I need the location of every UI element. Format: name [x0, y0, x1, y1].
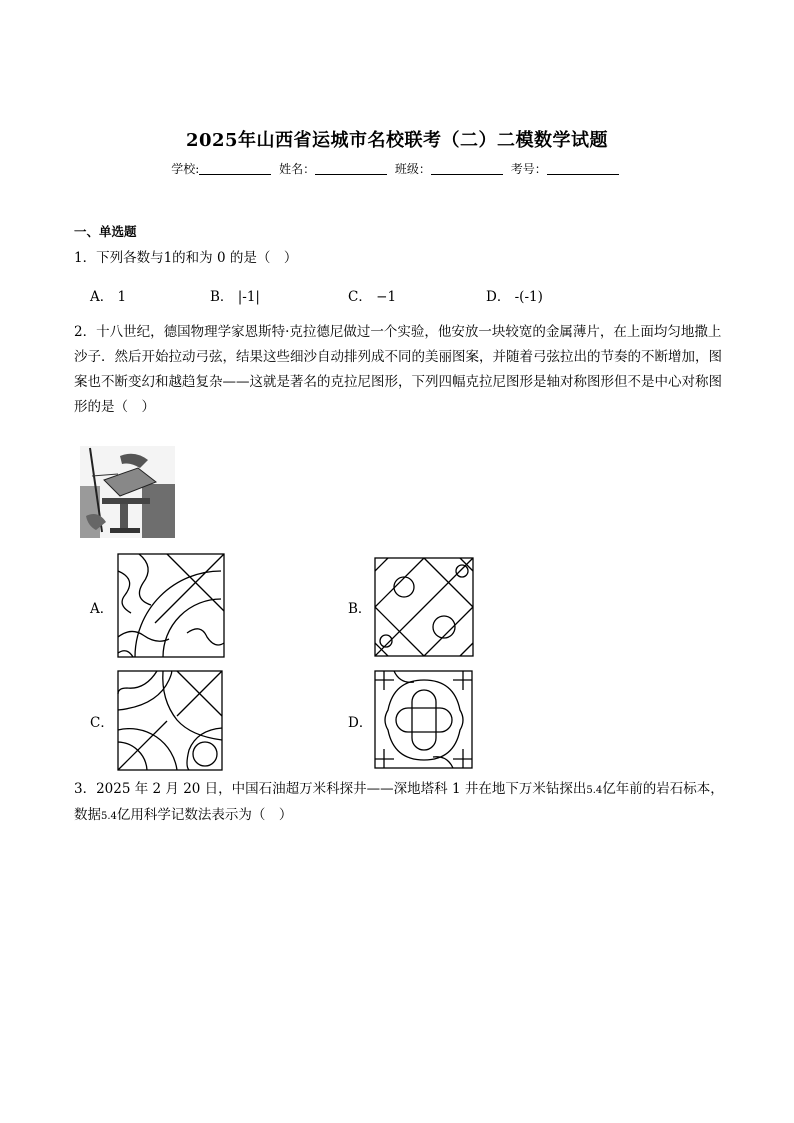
student-info-line [0, 160, 794, 177]
q1-option-b-value: |-1| [237, 289, 260, 305]
chladni-experiment-photo [80, 446, 175, 538]
chladni-figure-d [374, 670, 473, 769]
exam-no-label: 考号： [510, 162, 547, 176]
school-label: 学校: [171, 162, 200, 176]
chladni-figure-a [117, 553, 225, 658]
q1-option-c [348, 285, 396, 305]
chladni-figure-c [117, 670, 223, 771]
q1-option-a-label: A． [90, 289, 114, 305]
q2-option-d-label: D． [348, 715, 373, 731]
q1-option-b [210, 285, 260, 305]
class-blank[interactable] [431, 162, 503, 175]
q3-text-after: 亿用科学记数法表示为（ ） [116, 807, 293, 823]
page-title: 2025年山西省运城市名校联考（二）二模数学试题 [185, 130, 609, 151]
q2-option-a-label: A． [90, 601, 114, 617]
q1-option-a [90, 285, 126, 305]
q1-option-d [486, 285, 543, 305]
question-2-text: 2．十八世纪，德国物理学家恩斯特·克拉德尼做过一个实验，他安放一块较宽的金属薄片，在上面均匀地撒上沙子．然后开始拉动弓弦，结果这些细沙自动排列成不同的美丽图案，并随着弓弦拉出的节奏的不断增加，图案也不断变幻和越趋复杂——这就是著名的克拉尼图形，下列四幅克拉尼图形是轴对称图形但不是中心对称图形的是（ ） [74, 324, 722, 415]
class-label: 班级： [394, 162, 431, 176]
question-1-text: 1．下列各数与1的和为 0 的是（ ） [74, 250, 298, 266]
q1-option-c-label: C． [348, 289, 372, 305]
q3-number-2: 5.4 [101, 811, 117, 822]
exam-no-blank[interactable] [547, 162, 619, 175]
q1-option-d-label: D． [486, 289, 511, 305]
name-label: 姓名： [279, 162, 316, 176]
q3-text-before: 3．2025 年 2 月 20 日，中国石油超万米科探井——深地塔科 1 井在地下万米钻探出 [74, 781, 587, 797]
q3-number-1: 5.4 [586, 785, 603, 796]
q3-text-middle: 亿年前的岩石标本，数据 [74, 781, 724, 823]
name-blank[interactable] [315, 162, 387, 175]
q2-option-c-label: C． [90, 715, 114, 731]
section-title: 一、单选题 [74, 224, 137, 239]
q1-option-a-value: 1 [117, 289, 127, 305]
q1-option-b-label: B． [210, 289, 234, 305]
school-blank[interactable] [199, 162, 271, 175]
chladni-figure-b [374, 557, 474, 657]
q1-option-c-value: −1 [376, 289, 397, 305]
q1-option-d-value: -(-1) [514, 289, 543, 305]
q2-option-b-label: B． [348, 601, 372, 617]
question-3-text [74, 777, 724, 829]
